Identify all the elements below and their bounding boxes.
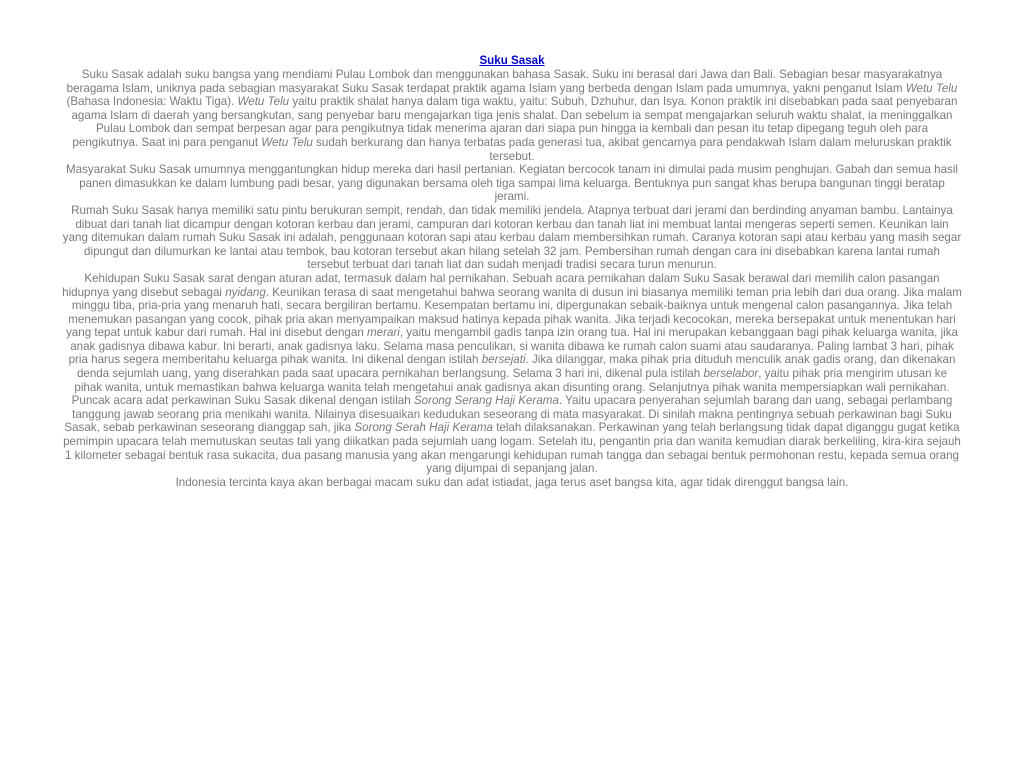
p4-italic-berselabor: berselabor <box>703 367 759 381</box>
paragraph-rumah: Rumah Suku Sasak hanya memiliki satu pintu berukuran sempit, rendah, dan tidak memiliki jendela. Atapnya terbuat dari jerami dan berdinding anyaman bambu. Lantainya dibuat dari tanah liat dicampur dengan kotoran kerbau dan jerami, campuran dari kotoran kerbau dan tanah liat ini membuat lantai mengeras seperti semen. Keunikan lain yang ditemukan dalam rumah Suku Sasak ini adalah, penggunaan kotoran sapi atau kerbau dalam membersihkan rumah. Caranya kotoran sapi atau kerbau yang masih segar dipungut dan dilumurkan ke lantai atau tembok, bau kotoran tersebut akan hilang setelah 32 jam. Pembersihan rumah dengan cara ini disebabkan karena lantai rumah tersebut terbuat dari tanah liat dan sudah menjadi tradisi secara turun menurun. <box>62 203 962 272</box>
p4-italic-bersejati: bersejati <box>481 353 526 367</box>
p4-text-m: telah dilaksanakan. Perkawinan yang telah berlangsung tidak dapat diganggu gugat ketika pemimpin upacara telah memutuskan seutas tali yang diikatkan pada sejumlah uang logam. Setelah itu, pengantin pria dan wanita kemudian diarak berkeliling, kira-kira sejauh 1 kilometer sebagai bentuk rasa sukacita, dua pasang manusia yang akan mengarungi kehidupan rumah tangga dan sebagai bentuk permohonan restu, kepada semua orang yang dijumpai di sepanjang jalan. <box>63 421 961 476</box>
title-link[interactable]: Suku Sasak <box>479 54 545 67</box>
p1-text-g: sudah berkurang dan hanya terbatas pada generasi tua, akibat gencarnya para pendakwah Islam dalam meluruskan praktik tersebut. <box>312 135 952 163</box>
p4-text-e: , yaitu mengambil gadis tanpa izin orang tua. Hal ini merupakan kebanggaan bagi pihak keluarga wanita, jika anak gadisnya dibawa kabur. Ini berarti, anak gadisnya laku. Selama masa penculikan, si wanita dibawa ke rumah calon suami atau saudaranya. Paling lambat 3 hari, pihak pria harus segera memberitahu keluarga pihak wanita. Ini dikenal dengan istilah <box>68 326 958 367</box>
p4-text-g: . Jika dilanggar, maka pihak pria dituduh menculik anak gadis orang, dan dikenakan denda sejumlah uang, yang diserahkan pada saat upacara pernikahan berlangsung. Selama 3 hari ini, dikenal pula istilah <box>76 353 956 381</box>
paragraph-penutup: Indonesia tercinta kaya akan berbagai macam suku dan adat istiadat, jaga terus aset bangsa kita, agar tidak direnggut bangsa lain. <box>175 475 849 489</box>
p1-text-e: yaitu praktik shalat hanya dalam tiga waktu, yaitu: Subuh, Dzhuhur, dan Isya. Konon praktik ini disebabkan pada saat penyebaran agama Islam di daerah yang bersangkutan, sang penyebar baru mengajarkan tiga jenis shalat. Dan sebelum ia sempat mengajarkan seluruh waktu shalat, ia meninggalkan Pulau Lombok dan sempat berpesan agar para pengikutnya tidak menerima ajaran dari siapa pun hingga ia kembali dan pesan itu tetap dipegang teguh oleh para pengikutnya. Saat ini para penganut <box>71 95 958 149</box>
p4-italic-nyidang: nyidang <box>225 285 266 299</box>
p4-text-c: . Keunikan terasa di saat mengetahui bahwa seorang wanita di dusun ini biasanya memiliki teman pria lebih dari dua orang. Jika malam minggu tiba, pria-pria yang menaruh hati, secara bergiliran bertamu. Kesempatan bertamu ini, dipergunakan sebaik-baiknya untuk mengenal calon pasangannya. Jika telah menemukan pasangan yang cocok, pihak pria akan menyampaikan maksud hatinya kepada pihak wanita. Jika terjadi kecocokan, mereka bersepakat untuk menentukan hari yang tepat untuk kabur dari rumah. Hal ini disebut dengan <box>66 285 962 340</box>
p1-text-c: (Bahasa Indonesia: Waktu Tiga). <box>66 95 238 109</box>
p1-italic-wetu-telu-2: Wetu Telu <box>237 95 290 109</box>
p4-text-a: Kehidupan Suku Sasak sarat dengan aturan adat, termasuk dalam hal pernikahan. Sebuah acara pernikahan dalam Suku Sasak berawal dari memilih calon pasangan hidupnya yang disebut sebagai <box>62 271 940 299</box>
p1-text-a: Suku Sasak adalah suku bangsa yang mendiami Pulau Lombok dan menggunakan bahasa Sasak. Suku ini berasal dari Jawa dan Bali. Sebagian besar masyarakatnya beragama Islam, uniknya pada sebagian masyarakat Suku Sasak terdapat praktik agama Islam yang berbeda dengan Islam pada umumnya, yakni penganut Islam <box>66 68 943 95</box>
p1-italic-wetu-telu-3: Wetu Telu <box>261 135 313 149</box>
paragraph-wetu-telu <box>62 68 962 163</box>
p1-italic-wetu-telu: Wetu Telu <box>905 81 958 95</box>
p4-italic-merari: merari <box>367 326 400 340</box>
paragraph-pertanian: Masyarakat Suku Sasak umumnya menggantungkan hidup mereka dari hasil pertanian. Kegiatan bercocok tanam ini dimulai pada musim penghujan. Gabah dan semua hasil panen dimasukkan ke dalam lumbung padi besar, yang digunakan bersama oleh tiga sampai lima keluarga. Bentuknya pun sangat khas berupa bangunan tinggi beratap jerami. <box>66 163 958 204</box>
p4-text-i: , yaitu pihak pria mengirim utusan ke pihak wanita, untuk memastikan bahwa keluarga wanita telah mengetahui anak gadisnya akan disunting orang. Selanjutnya pihak wanita mempersiapkan wali pernikahan. Puncak acara adat perkawinan Suku Sasak dikenal dengan istilah <box>71 367 950 408</box>
p4-text-k: . Yaitu upacara penyerahan sejumlah barang dan uang, sebagai perlambang tanggung jawab seorang pria menikahi wanita. Nilainya disesuaikan kedudukan seseorang di mata masyarakat. Di sinilah makna pentingnya sebuah perkawinan bagi Suku Sasak, sebab perkawinan seseorang dianggap sah, jika <box>64 394 953 435</box>
p4-italic-sorong-serang: Sorong Serang Haji Kerama <box>413 394 559 408</box>
paragraph-pernikahan <box>62 272 962 476</box>
document-body <box>62 54 962 489</box>
p4-italic-sorong-serah: Sorong Serah Haji Kerama <box>354 421 493 435</box>
